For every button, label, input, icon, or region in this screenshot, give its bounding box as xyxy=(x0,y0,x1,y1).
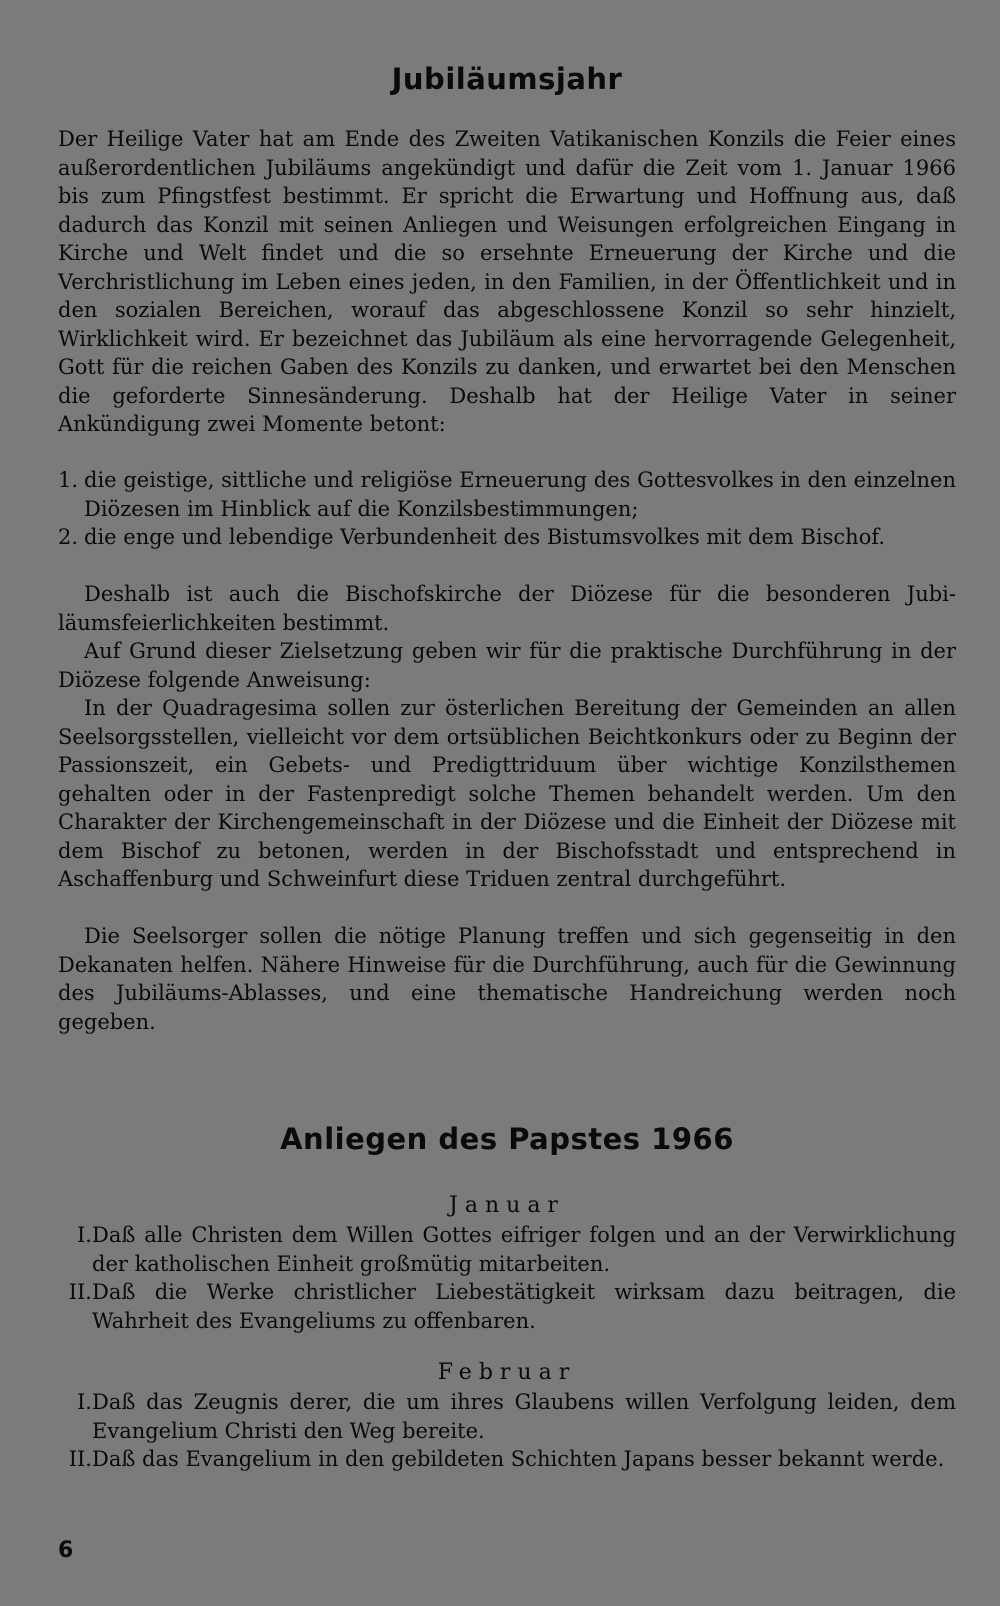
intention-february-2 xyxy=(58,1445,956,1474)
paragraph-lent: In der Quadragesima sollen zur österlichen Bereitung der Gemeinden an allen Seelsorgsstellen, vielleicht vor dem ortsüblichen Beichtkonkurs oder zu Beginn der Passionszeit, ein Gebets- und Predigttriduum über wichtige Konzilsthemen gehalten oder in der Fastenpredigt solche Themen behandelt werden. Um den Charakter der Kirchengemeinschaft in der Diözese und die Einheit der Diözese mit dem Bischof zu betonen, werden in der Bischofsstadt und entsprechend in Aschaffenburg und Schweinfurt diese Triduen zentral durchgeführt. xyxy=(58,696,956,891)
month-heading-january: Januar xyxy=(449,1193,565,1218)
month-heading-february: Februar xyxy=(437,1360,577,1385)
intention-number: II. xyxy=(68,1447,92,1471)
point-number: 1. xyxy=(58,468,79,492)
list-item-point-2 xyxy=(58,523,956,552)
section-title-pope-intentions: Anliegen des Papstes 1966 xyxy=(280,1122,734,1156)
point-text: die geistige, sittliche und religiöse Erneuerung des Gottesvolkes in den einzelnen Diözesen im Hinblick auf die Konzilsbestimmungen; xyxy=(84,468,956,521)
document-page xyxy=(58,0,956,1606)
paragraph-pastors: Die Seelsorger sollen die nötige Planung treffen und sich gegenseitig in den Dekanaten helfen. Nähere Hinweise für die Durchführung, auch für die Gewinnung des Jubiläums-Ablasses, und eine thematische Handreichung werden noch gegeben. xyxy=(58,924,956,1034)
paragraph-intro: Der Heilige Vater hat am Ende des Zweiten Vatikanischen Konzils die Feier eines außerordentlichen Jubiläums angekündigt und dafür die Zeit vom 1. Januar 1966 bis zum Pfingstfest bestimmt. Er spricht die Erwartung und Hoffnung aus, daß dadurch das Konzil mit seinen Anliegen und Weisungen erfolgreichen Eingang in Kirche und Welt findet und die so ersehnte Erneuerung der Kirche und die Verchristlichung im Leben eines jeden, in den Familien, in der Öffentlichkeit und in den sozialen Bereichen, worauf das abgeschlossene Konzil so sehr hinzielt, Wirklichkeit wird. Er bezeichnet das Jubiläum als eine hervorragende Gelegenheit, Gott für die reichen Gaben des Konzils zu danken, und erwartet bei den Menschen die geforderte Sinnesänderung. Deshalb hat der Heilige Vater in seiner Ankündigung zwei Momente betont: xyxy=(58,127,956,436)
intention-january-1 xyxy=(58,1221,956,1278)
paragraph-bishop-church: Deshalb ist auch die Bischofskirche der Diözese für die besonderen Jubiläumsfeierlichkeiten bestimmt. xyxy=(58,582,956,635)
list-item-point-1 xyxy=(58,466,956,523)
point-number: 2. xyxy=(58,525,79,549)
intention-january-2 xyxy=(58,1278,956,1335)
point-text: die enge und lebendige Verbundenheit des Bistumsvolkes mit dem Bischof. xyxy=(84,525,886,549)
intention-text: Daß die Werke christlicher Liebestätigkeit wirksam dazu beitragen, die Wahrheit des Evangeliums zu offenbaren. xyxy=(92,1280,956,1333)
intention-text: Daß das Zeugnis derer, die um ihres Glaubens willen Verfolgung leiden, dem Evangelium Christi den Weg bereite. xyxy=(92,1390,956,1443)
page-number: 6 xyxy=(58,1538,74,1563)
section-title-jubilee: Jubiläumsjahr xyxy=(391,62,623,96)
intention-number: II. xyxy=(68,1280,92,1304)
intention-february-1 xyxy=(58,1388,956,1445)
intention-number: I. xyxy=(77,1223,92,1247)
paragraph-goal: Auf Grund dieser Zielsetzung geben wir für die praktische Durchführung in der Diözese folgende Anweisung: xyxy=(58,639,956,692)
intention-number: I. xyxy=(77,1390,92,1414)
intention-text: Daß das Evangelium in den gebildeten Schichten Japans besser bekannt werde. xyxy=(92,1447,945,1471)
intention-text: Daß alle Christen dem Willen Gottes eifriger folgen und an der Verwirklichung der katholischen Einheit großmütig mitarbeiten. xyxy=(92,1223,956,1276)
